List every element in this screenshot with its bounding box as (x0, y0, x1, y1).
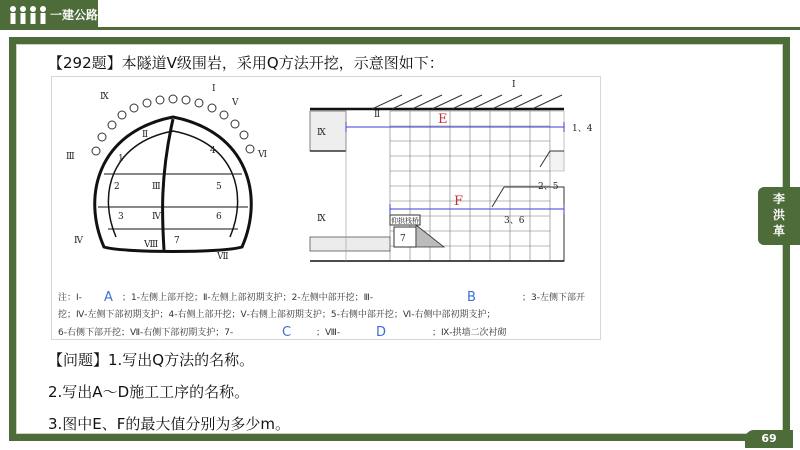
cross-section (66, 84, 267, 262)
label-r-ii: Ⅱ (374, 110, 381, 120)
label-iv: Ⅳ (74, 236, 83, 246)
diagram-notes (58, 290, 585, 339)
label-r-14: 1、4 (572, 124, 593, 134)
label-r-36: 3、6 (504, 216, 525, 226)
author-tab (758, 187, 800, 245)
label-r-ix-bot: Ⅸ (317, 214, 326, 224)
label-r-25: 2、5 (538, 182, 559, 192)
label-viii: Ⅷ (144, 240, 159, 250)
longitudinal-section (310, 80, 593, 261)
question-3: 3.图中E、F的最大值分别为多少m。 (48, 415, 291, 433)
label-v: Ⅴ (232, 98, 239, 108)
brand-badge (0, 0, 98, 30)
note-line2: 挖；Ⅳ-左侧下部初期支护；4-右侧上部开挖；Ⅴ-右侧上部初期支护；5-右侧中部开挖；Ⅵ-右侧中部初期支护； (58, 310, 496, 320)
label-n3: 3 (118, 212, 124, 222)
dim-f-label: F (454, 194, 464, 209)
label-i: Ⅰ (212, 84, 216, 94)
label-r-ix-top: Ⅸ (317, 128, 326, 138)
label-trestle: 仰拱栈桥 (391, 217, 419, 225)
top-rule (98, 27, 800, 30)
note-line1c: ；3-左侧下部开 (522, 293, 585, 303)
author-char-3: 革 (772, 224, 785, 238)
author-char-1: 李 (772, 192, 785, 206)
label-n7: 7 (174, 236, 180, 246)
question-1: 【问题】1.写出Q方法的名称。 (48, 351, 255, 369)
note-line3b: ；Ⅷ- (316, 328, 341, 338)
note-line1a: 注：Ⅰ- (58, 293, 82, 303)
label-n5: 5 (216, 182, 222, 192)
blank-d: D (376, 325, 387, 339)
brand-name: 一建公路 (50, 8, 99, 22)
label-iii: Ⅲ (66, 152, 75, 162)
label-vi: Ⅵ (258, 150, 268, 160)
label-n1: 1 (118, 154, 124, 164)
author-char-2: 洪 (772, 208, 785, 222)
diagram-svg (52, 77, 600, 339)
label-r-7: 7 (400, 234, 406, 244)
dim-e-label: E (438, 112, 448, 127)
note-line3a: 6-右侧下部开挖；Ⅶ-右侧下部初期支护；7- (58, 328, 234, 338)
label-vii: Ⅶ (217, 252, 229, 262)
note-line3c: ；Ⅸ-拱墙二次衬砌 (432, 328, 507, 338)
tunnel-diagram (51, 76, 601, 340)
top-frame (0, 0, 800, 37)
blank-a: A (104, 290, 113, 305)
label-ix: Ⅸ (100, 92, 109, 102)
question-2: 2.写出A～D施工工序的名称。 (48, 383, 250, 401)
note-line1b: ；1-左侧上部开挖；Ⅱ-左侧上部初期支护；2-左侧中部开挖；Ⅲ- (122, 293, 374, 303)
label-n4: 4 (210, 146, 216, 156)
label-iv-mid: Ⅳ (152, 212, 161, 222)
people-icon (8, 4, 48, 26)
label-r-i: Ⅰ (512, 80, 516, 90)
page-number: 69 (745, 430, 793, 448)
label-iii-mid: Ⅲ (152, 182, 161, 192)
label-ii: Ⅱ (142, 130, 149, 140)
question-title: 【292题】本隧道Ⅴ级围岩，采用Q方法开挖，示意图如下： (48, 54, 444, 72)
blank-b: B (467, 290, 476, 305)
label-n2: 2 (114, 182, 120, 192)
blank-c: C (282, 325, 292, 339)
label-n6: 6 (216, 212, 222, 222)
